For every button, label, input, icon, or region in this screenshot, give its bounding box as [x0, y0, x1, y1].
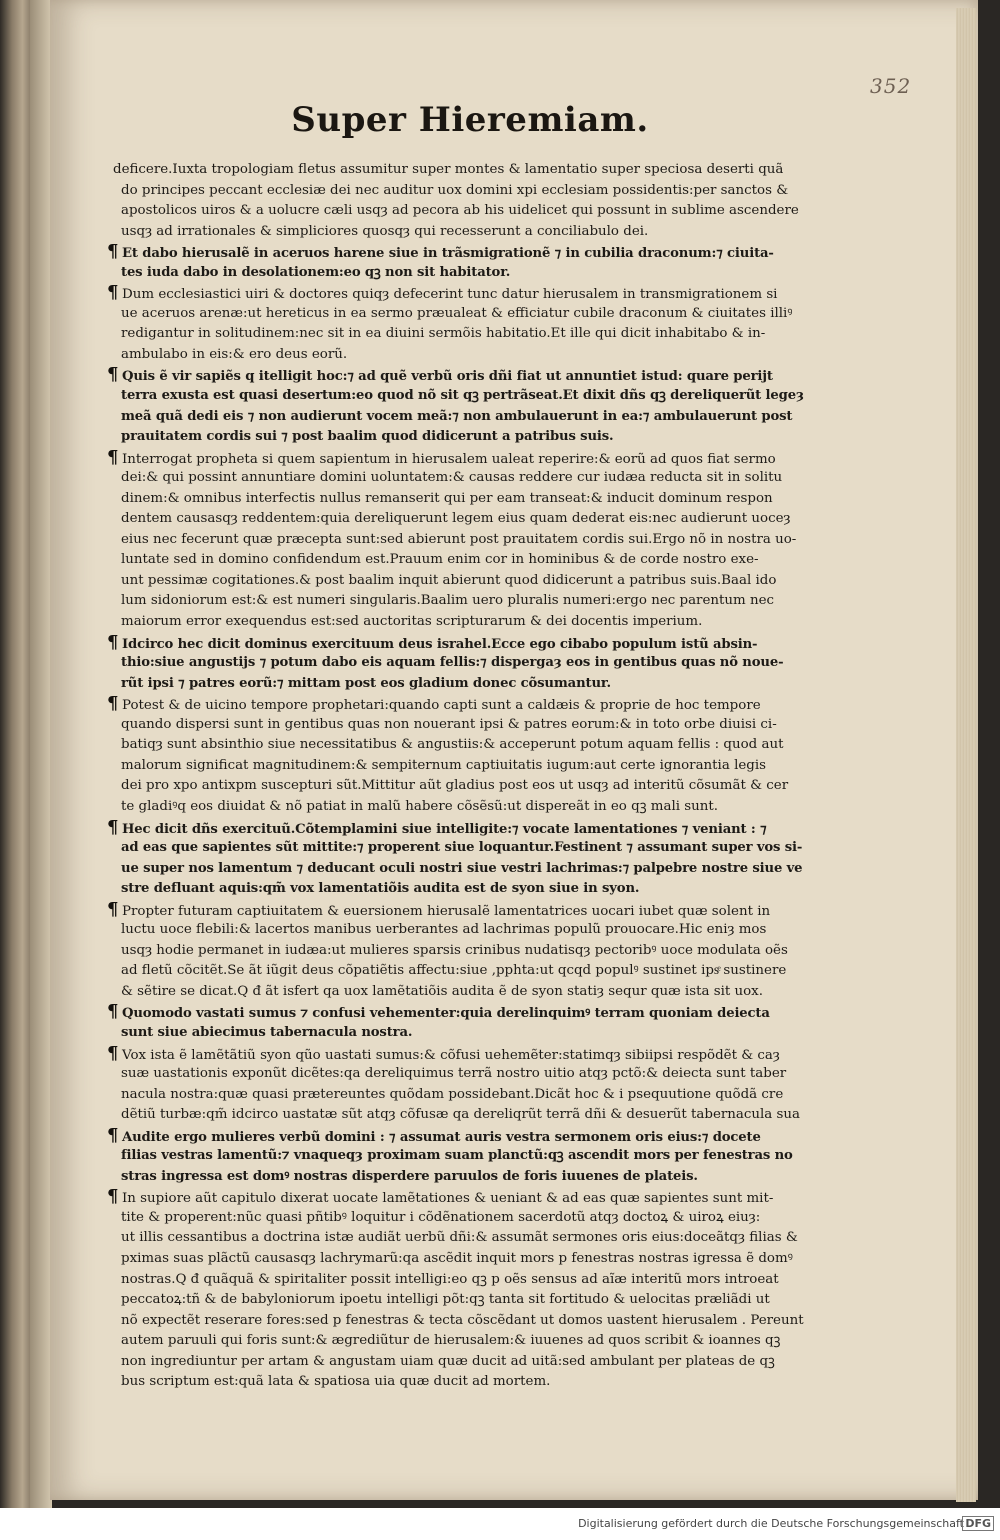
line-text: usqȝ hodie permanet in iudæa:ut mulieres sparsis crinibus nudatisqȝ pectoribꝰ uoce modulata oẽs: [121, 942, 788, 958]
commentary-paragraph: [107, 282, 793, 365]
line-text: unt pessimæ cogitationes.& post baalim inquit abierunt quod didicerunt a patribus suis.Baal ido: [121, 572, 777, 588]
text-line: [113, 797, 783, 818]
line-text: dei pro xpo antixpm suscepturi sũt.Mittitur aũt gladius post eos ut usqȝ ad interitũ cõsumãt & cer: [121, 778, 789, 794]
line-text: nõ expectẽt reserare fores:sed p fenestras & tecta cõscẽdant ut domos uastent hierusalem . Pereunt: [121, 1312, 804, 1328]
line-text: dei:& qui possint annuntiare domini uoluntatem:& causas reddere cur iudæa reducta sit in solitu: [121, 470, 783, 486]
text-line: [113, 1290, 783, 1311]
line-text: prauitatem cordis sui ⁊ post baalim quod didicerunt a patribus suis.: [121, 429, 614, 445]
text-line: [107, 631, 783, 654]
line-text: terra exusta est quasi desertum:eo quod nõ sit qꝫ pertrãseat.Et dixit dñs qꝫ dereliquerũt legeȝ: [121, 388, 804, 404]
line-text: Audite ergo mulieres verbũ domini : ⁊ assumat auris vestra sermonem oris eius:⁊ docete: [122, 1129, 761, 1145]
text-line: [113, 509, 791, 530]
line-text: Quis ẽ vir sapiẽs q itelligit hoc:⁊ ad quẽ verbũ oris dñi fiat ut annuntiet istud: quare perijt: [122, 369, 773, 385]
line-text: ue aceruos arenæ:ut hereticus in ea sermo præualeat & efficiatur cubile draconum & ciuitates illiꝰ: [121, 305, 793, 321]
running-head: Super Hieremiam.: [291, 100, 649, 140]
line-text: luntate sed in domino confidendum est.Prauum enim cor in hominibus & de corde nostro exe-: [121, 552, 759, 568]
text-line: [113, 324, 783, 345]
folio-number: 352: [870, 74, 912, 98]
text-line: [113, 776, 789, 797]
pilcrow-icon: ¶: [107, 446, 119, 468]
text-line: [107, 241, 783, 263]
line-text: bus scriptum est:quã lata & spatiosa uia quæ ducit ad mortem.: [121, 1374, 551, 1390]
text-line: [113, 530, 797, 551]
line-text: maiorum error exequendus est:sed auctoritas scripturarum & dei docentis imperium.: [121, 614, 703, 630]
page-stack-edges: [956, 8, 976, 1502]
text-line: [113, 263, 783, 284]
pilcrow-icon: ¶: [107, 631, 119, 653]
line-text: quando dispersi sunt in gentibus quas non nouerant ipsi & patres eorum:& in toto orbe diuisi ci-: [121, 716, 777, 732]
line-text: ut illis cessantibus a doctrina istæ audiãt uerbũ dñi:& assumãt sermones oris eius:doceãtqȝ filias &: [121, 1230, 798, 1246]
line-text: usqȝ ad irrationales & simpliciores quosqȝ qui recesserunt a conciliabulo dei.: [121, 223, 649, 239]
line-text: te gladiꝰq eos diuidat & nõ patiat in malũ habere cõsẽsũ:ut dispereãt in eo qꝫ mali sunt.: [121, 798, 719, 814]
text-line: [113, 982, 783, 1003]
line-text: dinem:& omnibus interfectis nullus remanserit qui per eam transeat:& inducit dominum respon: [121, 490, 773, 506]
lemma-paragraph: [107, 1124, 793, 1188]
text-line: [113, 181, 789, 202]
text-line: [113, 1208, 783, 1229]
pilcrow-icon: ¶: [107, 693, 119, 715]
line-text: & sẽtire se dicat.Q đ ãt isfert qa uox lamẽtatiõis audita ẽ de syon statiȝ sequr quæ ista sit uox.: [121, 983, 763, 999]
text-line: [113, 961, 787, 982]
body-text: [107, 160, 804, 1393]
line-text: Propter futuram captiuitatem & euersionem hierusalẽ lamentatrices uocari iubet quæ solent in: [122, 903, 771, 919]
text-line: [113, 304, 793, 325]
text-line: [113, 201, 799, 222]
line-text: Hec dicit dñs exercituũ.Cõtemplamini siue intelligite:⁊ vocate lamentationes ⁊ veniant : ⁊: [122, 821, 767, 837]
book-spine: [30, 0, 52, 1508]
line-text: redigantur in solitudinem:nec sit in ea diuini sermõis habitatio.Et ille qui dicit inhabitabo & in-: [121, 326, 766, 342]
line-text: ambulabo in eis:& ero deus eorũ.: [121, 346, 348, 362]
text-line: [113, 653, 783, 674]
text-line: [113, 468, 783, 489]
text-line: [113, 838, 803, 859]
line-text: suæ uastationis exponũt dicẽtes:qa dereliquimus terrã nostro uitio atqȝ pctõ:& deiecta sunt taber: [121, 1066, 787, 1082]
text-line: [113, 920, 783, 941]
line-text: Idcirco hec dicit dominus exercituum deus israhel.Ecce ego cibabo populum istũ absin-: [122, 636, 758, 652]
text-line: [113, 1064, 787, 1085]
text-line: [107, 816, 783, 839]
text-line: [113, 1085, 783, 1106]
text-line: [113, 1331, 783, 1352]
line-text: peccatoꝝ:tñ & de babyloniorum ipoetu intelligi põt:qꝫ tanta sit fortitudo & uelocitas præliãdi ut: [121, 1292, 770, 1308]
digitization-footer: [0, 1508, 1000, 1540]
text-line: [113, 735, 783, 756]
text-line: [107, 693, 783, 715]
line-text: filias vestras lamentũ:⁊ vnaqueqȝ proximam suam planctũ:qꝫ ascendit mors per fenestras no: [121, 1148, 793, 1164]
pilcrow-icon: ¶: [107, 241, 119, 263]
line-text: thio:siue angustijs ⁊ potum dabo eis aquam fellis:⁊ dispergaȝ eos in gentibus quas nõ noue-: [121, 655, 784, 671]
text-line: [107, 1001, 783, 1023]
lemma-paragraph: [107, 241, 783, 283]
text-line: [107, 446, 783, 469]
line-text: Potest & de uicino tempore prophetari:quando capti sunt a caldæis & proprie de hoc tempore: [122, 698, 761, 714]
line-text: stre defluant aquis:qm̃ vox lamentatiõis audita est de syon siue in syon.: [121, 881, 640, 897]
text-line: [113, 941, 788, 962]
line-text: apostolicos uiros & a uolucre cæli usqȝ ad pecora ab his uidelicet qui possunt in sublime ascendere: [121, 203, 799, 219]
pilcrow-icon: ¶: [107, 816, 119, 838]
commentary-paragraph: [107, 1042, 800, 1126]
line-text: stras ingressa est domꝰ nostras disperdere paruulos de foris iuuenes de plateis.: [121, 1168, 698, 1184]
pilcrow-icon: ¶: [107, 1186, 119, 1208]
line-text: rũt ipsi ⁊ patres eorũ:⁊ mittam post eos gladium donec cõsumantur.: [121, 675, 611, 691]
line-text: meã quã dedi eis ⁊ non audierunt vocem meã:⁊ non ambulauerunt in ea:⁊ ambulauerunt post: [121, 408, 793, 424]
text-line: [113, 345, 783, 366]
commentary-paragraph: [107, 446, 797, 633]
line-text: malorum significat magnitudinem:& sempiternum captiuitatis iugum:aut certe ignorantia legis: [121, 757, 767, 773]
text-line: [113, 386, 804, 407]
text-line: [113, 1372, 783, 1393]
line-text: dẽtiũ turbæ:qm̃ idcirco uastatæ sũt atqȝ cõfusæ qa dereliqrũt terrã dñi & desuerũt tabernacula sua: [121, 1107, 800, 1123]
funding-notice: Digitalisierung gefördert durch die Deutsche Forschungsgemeinschaft: [578, 1517, 964, 1530]
line-text: tes iuda dabo in desolationem:eo qꝫ non sit habitator.: [121, 264, 511, 280]
text-line: [107, 1124, 783, 1147]
pilcrow-icon: ¶: [107, 1001, 119, 1023]
line-text: deficere.Iuxta tropologiam fletus assumitur super montes & lamentatio super speciosa deserti quã: [113, 162, 784, 177]
line-text: luctu uoce flebili:& lacertos manibus uerberantes ad lachrimas populũ prouocare.Hic eniȝ mos: [121, 922, 767, 938]
line-text: do principes peccant ecclesiæ dei nec auditur uox domini xpi ecclesiam possidentis:per sanctos &: [121, 182, 789, 198]
line-text: eius nec fecerunt quæ præcepta sunt:sed abierunt post prauitatem cordis sui.Ergo nõ in nostra uo-: [121, 531, 797, 547]
commentary-paragraph: [107, 898, 788, 1003]
line-text: batiqȝ sunt absinthio siue necessitatibus & angustiis:& acceperunt potum aquam fellis : quod aut: [121, 737, 784, 753]
text-line: [113, 1146, 793, 1167]
text-line: [113, 407, 793, 428]
text-line: [113, 674, 783, 695]
line-text: nostras.Q đ quãquã & spiritaliter possit intelligi:eo qꝫ p oẽs sensus ad aĩæ interitũ mors introeat: [121, 1271, 779, 1287]
lemma-paragraph: [107, 1001, 783, 1043]
text-line: [113, 160, 783, 181]
text-line: [113, 222, 783, 243]
previous-leaf-edge: [0, 0, 30, 1508]
pilcrow-icon: ¶: [107, 282, 119, 304]
text-line: [113, 1249, 793, 1270]
text-line: [113, 571, 783, 592]
line-text: lum sidoniorum est:& est numeri singularis.Baalim uero pluralis numeri:ergo nec parentum nec: [121, 593, 775, 609]
text-line: [113, 550, 783, 571]
text-line: [113, 879, 783, 900]
line-text: sunt siue abiecimus tabernacula nostra.: [121, 1024, 413, 1040]
line-text: Dum ecclesiastici uiri & doctores quiqȝ defecerint tunc datur hierusalem in transmigrationem si: [122, 287, 778, 303]
line-text: autem paruuli qui foris sunt:& ægrediũtur de hierusalem:& iuuenes ad quos scribit & ioannes qꝫ: [121, 1333, 781, 1349]
line-text: ue super nos lamentum ⁊ deducant oculi nostri siue vestri lachrimas:⁊ palpebre nostre siue ve: [121, 860, 803, 876]
text-line: [107, 282, 783, 304]
text-line: [107, 364, 783, 386]
text-line: [113, 1352, 783, 1373]
line-text: Vox ista ẽ lamẽtãtiũ syon qũo uastati sumus:& cõfusi uehemẽter:statimqȝ sibiipsi respõdẽt & caȝ: [122, 1047, 780, 1063]
commentary-paragraph: [113, 160, 799, 242]
line-text: In supiore aũt capitulo dixerat uocate lamẽtationes & ueniant & ad eas quæ sapientes sunt mit-: [122, 1191, 774, 1207]
pilcrow-icon: ¶: [107, 364, 119, 386]
line-text: tite & properent:nũc quasi pñtibꝰ loquitur i cõdẽnationem sacerdotũ atqȝ doctoꝝ & uiroꝝ eiuȝ:: [121, 1209, 761, 1225]
line-text: pximas suas plãctũ causasqȝ lachrymarũ:qa ascẽdit inquit mors p fenestras nostras igressa ẽ domꝰ: [121, 1250, 793, 1266]
text-line: [113, 756, 783, 777]
pilcrow-icon: ¶: [107, 898, 119, 920]
text-line: [113, 1228, 798, 1249]
pilcrow-icon: ¶: [107, 1124, 119, 1146]
text-line: [113, 1167, 783, 1188]
text-line: [113, 489, 783, 510]
lemma-paragraph: [107, 816, 803, 900]
line-text: Et dabo hierusalẽ in aceruos harene siue in trãsmigrationẽ ⁊ in cubilia draconum:⁊ ciuita-: [122, 246, 774, 262]
line-text: dentem causasqȝ reddentem:quia dereliquerunt legem eius quam dederat eis:nec audierunt uoceȝ: [121, 511, 791, 527]
text-line: [113, 1023, 783, 1044]
line-text: Quomodo vastati sumus ⁊ confusi vehementer:quia derelinquimꝰ terram quoniam deiecta: [122, 1006, 770, 1022]
lemma-paragraph: [107, 631, 784, 695]
text-line: [107, 1186, 783, 1208]
line-text: Interrogat propheta si quem sapientum in hierusalem ualeat reperire:& eorũ ad quos fiat sermo: [122, 451, 776, 467]
text-line: [113, 612, 783, 633]
commentary-paragraph: [107, 693, 789, 817]
text-line: [113, 591, 783, 612]
lemma-paragraph: [107, 364, 804, 447]
line-text: nacula nostra:quæ quasi prætereuntes quõdam possidebant.Dicãt hoc & i psequutione quõdã cre: [121, 1086, 784, 1102]
text-line: [107, 1042, 783, 1065]
commentary-paragraph: [107, 1186, 804, 1392]
line-text: non ingrediuntur per artam & angustam uiam quæ ducit ad uitã:sed ambulant per plateas de qꝫ: [121, 1353, 775, 1369]
line-text: ad eas que sapientes sũt mittite:⁊ properent siue loquantur.Festinent ⁊ assumant super vos si-: [121, 840, 803, 856]
text-line: [113, 715, 783, 736]
text-line: [113, 1311, 804, 1332]
text-line: [113, 1105, 800, 1126]
dfg-logo: DFG: [962, 1516, 994, 1531]
text-line: [113, 1270, 783, 1291]
text-line: [113, 427, 783, 448]
line-text: ad fletũ cõcitẽt.Se ãt iũgit deus cõpatiẽtis affectu:siue ,pphta:ut qcqd populꝰ sustinet ipsͤ sustinere: [121, 963, 787, 979]
text-line: [113, 859, 803, 880]
text-line: [107, 898, 783, 921]
pilcrow-icon: ¶: [107, 1042, 119, 1064]
